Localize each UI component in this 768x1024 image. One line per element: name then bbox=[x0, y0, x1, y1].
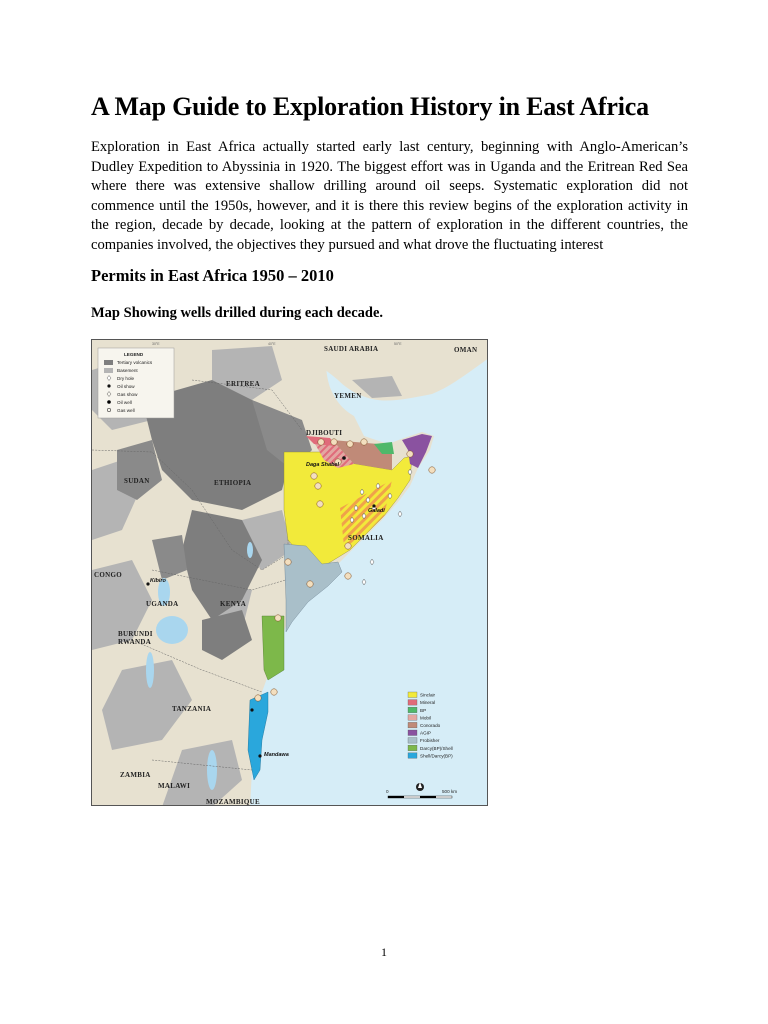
map-caption: Map Showing wells drilled during each decade. bbox=[91, 305, 384, 321]
section-heading: Permits in East Africa 1950 – 2010 bbox=[91, 266, 334, 285]
operator-label: Shell/Darcy(BP) bbox=[420, 753, 453, 759]
operator-label: Darcy(BP)/Shell bbox=[420, 745, 453, 751]
svg-text:500 km: 500 km bbox=[442, 789, 458, 794]
label-yemen: YEMEN bbox=[334, 392, 362, 400]
darcy-shell-permit bbox=[262, 616, 284, 680]
operator-label: Mineral bbox=[420, 700, 436, 706]
svg-text:Gas show: Gas show bbox=[117, 392, 138, 397]
label-ethiopia: ETHIOPIA bbox=[214, 479, 252, 487]
label-saudi-arabia: SAUDI ARABIA bbox=[324, 345, 379, 353]
operator-label: AGIP bbox=[420, 730, 431, 736]
page-number: 1 bbox=[381, 945, 387, 959]
label-kenya: KENYA bbox=[220, 600, 247, 608]
label-eritrea: ERITREA bbox=[226, 380, 260, 388]
intro-paragraph: Exploration in East Africa actually started early last century, beginning with Anglo-American’s Dudley Expedition to Abyssinia in 1920. The biggest effort was in Uganda and the Eritrean Red Sea where there was extensive shallow drilling around oil seeps. Systematic exploration did not commence until the 1950s, however, and it is there this review begins of the exploration activity in the region, decade by decade, looking at the pattern of exploration in the different countries, the companies involved, the objectives they pursued and what drove the fluctuating interest bbox=[91, 139, 688, 253]
operator-label: Mobil bbox=[420, 715, 431, 721]
operator-label: Frobisher bbox=[420, 738, 440, 744]
svg-text:Oil show: Oil show bbox=[117, 384, 135, 389]
operator-label: BP bbox=[420, 707, 427, 713]
label-malawi: MALAWI bbox=[158, 782, 191, 790]
map-legend bbox=[98, 348, 174, 418]
label-mozambique: MOZAMBIQUE bbox=[206, 798, 260, 806]
operator-swatch bbox=[408, 745, 417, 751]
label-galadi: Galadi bbox=[368, 508, 385, 514]
svg-text:40°E: 40°E bbox=[268, 342, 276, 346]
operator-swatch bbox=[408, 722, 417, 728]
document-title: A Map Guide to Exploration History in East Africa bbox=[91, 92, 649, 121]
label-uganda: UGANDA bbox=[146, 600, 179, 608]
operator-swatch bbox=[408, 692, 417, 698]
operator-swatch bbox=[408, 700, 417, 706]
label-burundi: BURUNDI bbox=[118, 630, 153, 638]
operator-swatch bbox=[408, 707, 417, 713]
svg-text:Oil well: Oil well bbox=[117, 400, 132, 405]
label-tanzania: TANZANIA bbox=[172, 705, 212, 713]
label-djibouti: DJIBOUTI bbox=[306, 429, 343, 437]
label-zambia: ZAMBIA bbox=[120, 771, 151, 779]
operator-swatch bbox=[408, 730, 417, 736]
label-somalia: SOMALIA bbox=[348, 534, 384, 542]
svg-text:50°E: 50°E bbox=[394, 342, 402, 346]
label-rwanda: RWANDA bbox=[118, 638, 152, 646]
label-sudan: SUDAN bbox=[124, 477, 150, 485]
label-oman: OMAN bbox=[454, 346, 478, 354]
label-congo: CONGO bbox=[94, 571, 122, 579]
operator-swatch bbox=[408, 715, 417, 721]
label-dagah-shabel: Daga Shabel bbox=[306, 462, 340, 468]
label-kibiro: Kibiro bbox=[150, 578, 166, 584]
operator-swatch bbox=[408, 738, 417, 744]
svg-text:Tertiary volcanics: Tertiary volcanics bbox=[117, 360, 153, 365]
svg-text:Gas well: Gas well bbox=[117, 408, 135, 413]
exploration-map bbox=[91, 339, 488, 806]
svg-text:Basement: Basement bbox=[117, 368, 138, 373]
svg-text:Dry hole: Dry hole bbox=[117, 376, 135, 381]
svg-text:0: 0 bbox=[386, 789, 389, 794]
svg-text:LEGEND: LEGEND bbox=[124, 352, 144, 357]
svg-text:30°E: 30°E bbox=[152, 342, 160, 346]
label-mandawa: Mandawa bbox=[264, 752, 289, 758]
operator-swatch bbox=[408, 753, 417, 759]
operator-label: Conorado bbox=[420, 723, 441, 728]
operator-label: Sinclair bbox=[420, 692, 436, 698]
